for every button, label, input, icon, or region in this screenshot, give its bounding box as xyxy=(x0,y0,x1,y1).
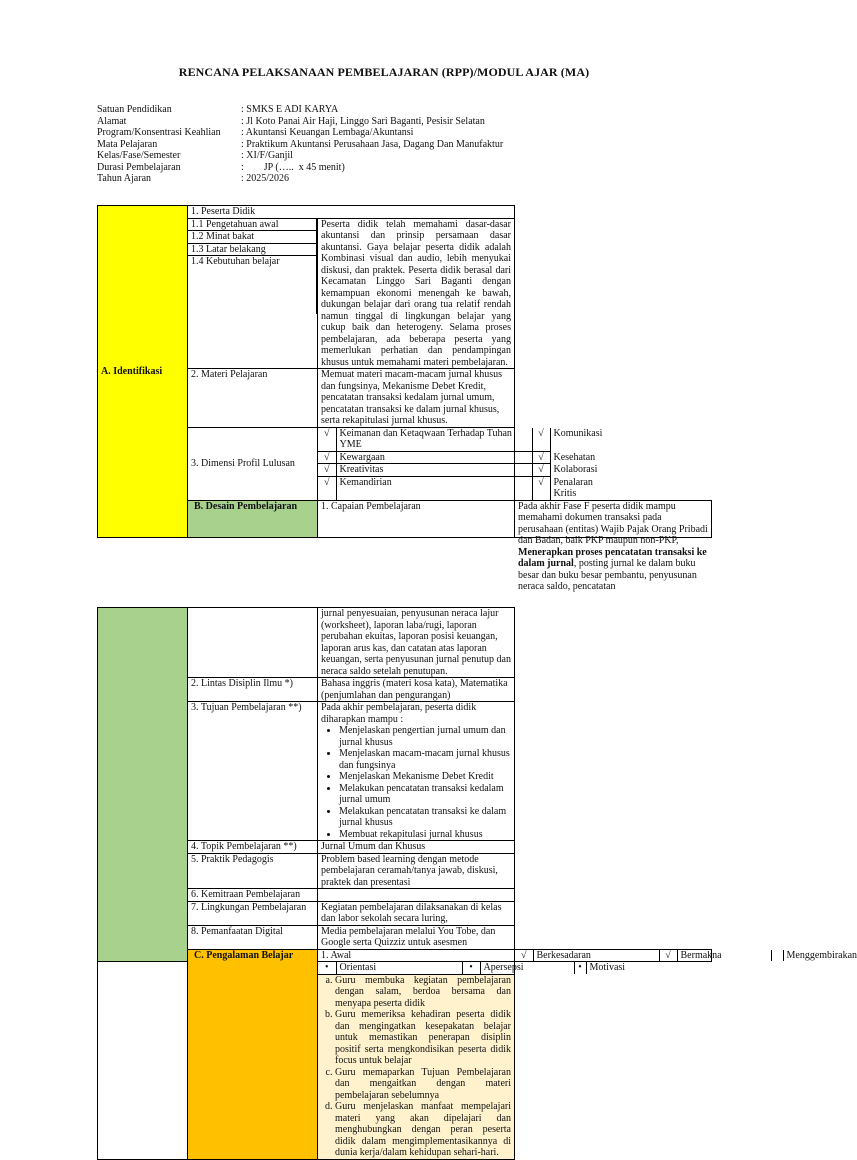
dimensi-item: Kewargaan xyxy=(336,451,532,464)
meta-label: Durasi Pembelajaran xyxy=(97,161,181,173)
list-item: c. Guru memaparkan Tujuan Pembelajaran dan mengaitkan dengan materi pembelajaran sebelumnya xyxy=(335,1067,511,1102)
check-icon: √ xyxy=(532,464,550,477)
check-icon: √ xyxy=(318,464,336,477)
dimensi-row: √ Kreativitas √ Kolaborasi xyxy=(318,464,550,477)
dimensi-row: √ Kemandirian √ Penalaran Kritis xyxy=(318,476,550,500)
section-desain: B. Desain Pembelajaran xyxy=(188,500,318,537)
table-row xyxy=(98,218,712,369)
table-row xyxy=(98,427,712,500)
section-identifikasi: A. Identifikasi xyxy=(98,206,188,538)
table-row xyxy=(98,841,712,854)
digital-label: 8. Pemanfaatan Digital xyxy=(188,925,318,949)
check-icon: √ xyxy=(532,451,550,464)
empty-check-cell xyxy=(771,950,783,962)
lintas-text: Bahasa inggris (materi kosa kata), Matematika (penjumlahan dan pengurangan) xyxy=(318,678,515,702)
stages-table xyxy=(318,962,626,974)
tujuan-list xyxy=(321,725,511,840)
meta-label: Program/Konsentrasi Keahlian xyxy=(97,127,221,138)
peserta-description: Peserta didik telah memahami dasar-dasar akuntansi dan prinsip persamaan dasar akuntansi. Gaya belajar peserta didik adalah Kombinasi visual dan audio, lebih menyukai diskusi, dan praktek. Peserta didik berasal dari Kecamatan Linggo Sari Baganti dengan kemampuan ekonomi menengah ke bawah, dukungan belajar dari orang tua relatif rendah namun tinggal di lingkungan belajar yang cukup baik dan heterogeny. Selama proses pembelajaran, ada beberapa peserta yang memerlukan perhatian dan pendampingan khusus untuk memahami materi pembelajaran. xyxy=(318,218,515,369)
meta-label: Kelas/Fase/Semester xyxy=(97,150,181,161)
capaian-text-continued: jurnal penyesuaian, penyusunan neraca lajur (worksheet), laporan laba/rugi, laporan perubahan ekuitas, laporan posisi keuangan, laporan arus kas, dan catatan atas laporan keuangan, serta penyusunan jurnal penutup dan neraca saldo setelah penutupan. xyxy=(318,608,515,678)
dimensi-grid xyxy=(318,427,603,500)
meta-value: : 2025/2026 xyxy=(241,173,290,184)
section-pengalaman: C. Pengalaman Belajar xyxy=(188,949,318,1159)
principles-table xyxy=(515,949,857,962)
check-icon: √ xyxy=(659,950,677,962)
stages-grid xyxy=(318,962,626,975)
list-item: • Melakukan pencatatan transaksi ke dalam jurnal khusus xyxy=(339,806,511,829)
praktik-label: 5. Praktik Pedagogis xyxy=(188,853,318,889)
meta-value: : SMKS E ADI KARYA xyxy=(241,104,339,115)
list-item: d. Guru menjelaskan manfaat mempelajari materi yang akan dipelajari dan menghubungkan dengan peran peserta didik dalam mengimplementasikannya di dunia kerja/dalam kehidupan sehari-hari. xyxy=(335,1101,511,1159)
dimensi-row: √ Kewargaan √ Kesehatan xyxy=(318,451,550,464)
capaian-text-bold: Menerapkan proses pencatatan transaksi ke dalam jurnal xyxy=(518,546,707,569)
bullet-icon: • xyxy=(318,962,336,974)
table-row xyxy=(98,678,712,702)
capaian-text-end: , posting jurnal ke dalam buku besar dan buku besar pembantu, penyusunan neraca saldo, pencatatan xyxy=(518,558,697,592)
table-row xyxy=(98,889,712,902)
meta-value: : Akuntansi Keuangan Lembaga/Akuntansi xyxy=(241,127,414,138)
principle-item: Berkesadaran xyxy=(533,950,659,962)
lintas-label: 2. Lintas Disiplin Ilmu *) xyxy=(188,678,318,702)
tujuan-label: 3. Tujuan Pembelajaran **) xyxy=(188,702,318,841)
praktik-text: Problem based learning dengan metode pembelajaran ceramah/tanya jawab, diskusi, praktek dan presentasi xyxy=(318,853,515,889)
empty-cell xyxy=(188,608,318,678)
capaian-label: 1. Capaian Pembelajaran xyxy=(318,500,515,537)
check-icon: √ xyxy=(318,451,336,464)
meta-row xyxy=(97,139,503,151)
peserta-sub-items xyxy=(188,218,318,369)
list-item: a. Guru membuka kegiatan pembelajaran dengan salam, berdoa bersama dan menyapa peserta didik xyxy=(335,975,511,1010)
kemitraan-text xyxy=(318,889,515,902)
check-icon: √ xyxy=(515,950,533,962)
dimensi-item: Kreativitas xyxy=(336,464,532,477)
stage-item: Apersepsi xyxy=(480,962,574,974)
meta-row xyxy=(97,162,503,174)
sub-item: 1.1 Pengetahuan awal xyxy=(188,219,317,231)
meta-label: Alamat xyxy=(97,115,127,127)
digital-text: Media pembelajaran melalui You Tobe, dan Google serta Quizziz untuk asesmen xyxy=(318,925,515,949)
check-icon: √ xyxy=(532,428,550,452)
dimensi-row: √ Keimanan dan Ketaqwaan Terhadap Tuhan YME √ Komunikasi xyxy=(318,428,550,452)
meta-row xyxy=(97,104,503,116)
materi-text: Memuat materi macam-macam jurnal khusus dan fungsinya, Mekanisme Debet Kredit, pencatatan transaksi kedalam jurnal umum, pencatatan transaksi ke dalam jurnal khusus, serta rekapitulasi jurnal khusus. xyxy=(318,369,515,428)
meta-label: Tahun Ajaran xyxy=(97,173,152,184)
dimensi-label: 3. Dimensi Profil Lulusan xyxy=(188,427,318,500)
tujuan-content xyxy=(318,702,515,841)
list-item: • Menjelaskan Mekanisme Debet Kredit xyxy=(339,771,511,783)
principle-item: Bermakna xyxy=(677,950,771,962)
activities-list xyxy=(321,975,511,1159)
sub-items-table xyxy=(188,219,317,315)
table-row xyxy=(98,608,712,678)
awal-label: 1. Awal xyxy=(318,949,515,962)
rpp-table-part-2 xyxy=(97,607,857,1160)
bullet-icon: • xyxy=(462,962,480,974)
dimensi-item: Kemandirian xyxy=(336,476,532,500)
table-row xyxy=(98,500,712,537)
list-item: • Membuat rekapitulasi jurnal khusus xyxy=(339,829,511,841)
capaian-text-start: Pada akhir Fase F peserta didik mampu memahami dokumen transaksi pada perusahaan (entitas) Wajib Pajak Orang Pribadi dan Badan, baik PKP maupun non-PKP, xyxy=(518,500,708,546)
check-icon: √ xyxy=(318,428,336,452)
principles-row: √ Berkesadaran √ Bermakna Menggembirakan xyxy=(515,950,783,962)
meta-row xyxy=(97,127,503,139)
principles-grid xyxy=(515,949,857,962)
tujuan-intro: Pada akhir pembelajaran, peserta didik diharapkan mampu : xyxy=(321,702,477,725)
dimensi-table xyxy=(318,427,603,500)
table-row xyxy=(98,369,712,428)
table-row xyxy=(98,901,712,925)
stage-item: Orientasi xyxy=(336,962,462,974)
list-item: • Menjelaskan macam-macam jurnal khusus dan fungsinya xyxy=(339,748,511,771)
table-row xyxy=(98,853,712,889)
page-title: RENCANA PELAKSANAAN PEMBELAJARAN (RPP)/MODUL AJAR (MA) xyxy=(178,65,590,79)
meta-value: : Jl Koto Panai Air Haji, Linggo Sari Baganti, Pesisir Selatan xyxy=(241,115,485,127)
lingkungan-label: 7. Lingkungan Pembelajaran xyxy=(188,901,318,925)
table-row xyxy=(98,702,712,841)
peserta-didik-label: 1. Peserta Didik xyxy=(188,206,515,219)
meta-row xyxy=(97,173,503,185)
dimensi-item: Keimanan dan Ketaqwaan Terhadap Tuhan YME xyxy=(336,428,532,452)
sub-item: 1.4 Kebutuhan belajar xyxy=(188,256,317,315)
stages-row: • Orientasi • Apersepsi • Motivasi xyxy=(318,962,586,974)
materi-label: 2. Materi Pelajaran xyxy=(188,369,318,428)
check-icon: √ xyxy=(318,476,336,500)
list-item: b. Guru memeriksa kehadiran peserta didik dan mengingatkan kesepakatan belajar untuk memastikan penerapan disiplin positif serta mengkondisikan peserta didik focus untuk belajar xyxy=(335,1009,511,1067)
empty-cell xyxy=(98,962,188,1160)
meta-row xyxy=(97,150,503,162)
meta-row xyxy=(97,116,503,128)
list-item: • Melakukan pencatatan transaksi kedalam jurnal umum xyxy=(339,783,511,806)
table-row xyxy=(98,206,712,219)
sub-item: 1.2 Minat bakat xyxy=(188,231,317,244)
list-item: • Menjelaskan pengertian jurnal umum dan jurnal khusus xyxy=(339,725,511,748)
topik-text: Jurnal Umum dan Khusus xyxy=(318,841,515,854)
meta-value: : JP (….. x 45 menit) xyxy=(241,161,345,173)
lingkungan-text: Kegiatan pembelajaran dilaksanakan di kelas dan labor sekolah secara luring, xyxy=(318,901,515,925)
section-desain-continued xyxy=(98,608,188,962)
table-row xyxy=(98,925,712,949)
rpp-table-part-1 xyxy=(97,205,712,592)
sub-item: 1.3 Latar belakang xyxy=(188,243,317,256)
check-icon: √ xyxy=(532,476,550,500)
activities-cell xyxy=(318,974,515,1159)
meta-value: : Praktikum Akuntansi Perusahaan Jasa, Dagang Dan Manufaktur xyxy=(241,138,504,150)
meta-value: : XI/F/Ganjil xyxy=(241,150,293,161)
header-info xyxy=(97,104,503,185)
meta-label: Mata Pelajaran xyxy=(97,138,158,150)
table-row xyxy=(98,949,712,962)
meta-label: Satuan Pendidikan xyxy=(97,104,172,115)
kemitraan-label: 6. Kemitraan Pembelajaran xyxy=(188,889,318,902)
bullet-icon: • xyxy=(574,962,586,974)
capaian-text xyxy=(515,500,712,592)
topik-label: 4. Topik Pembelajaran **) xyxy=(188,841,318,854)
